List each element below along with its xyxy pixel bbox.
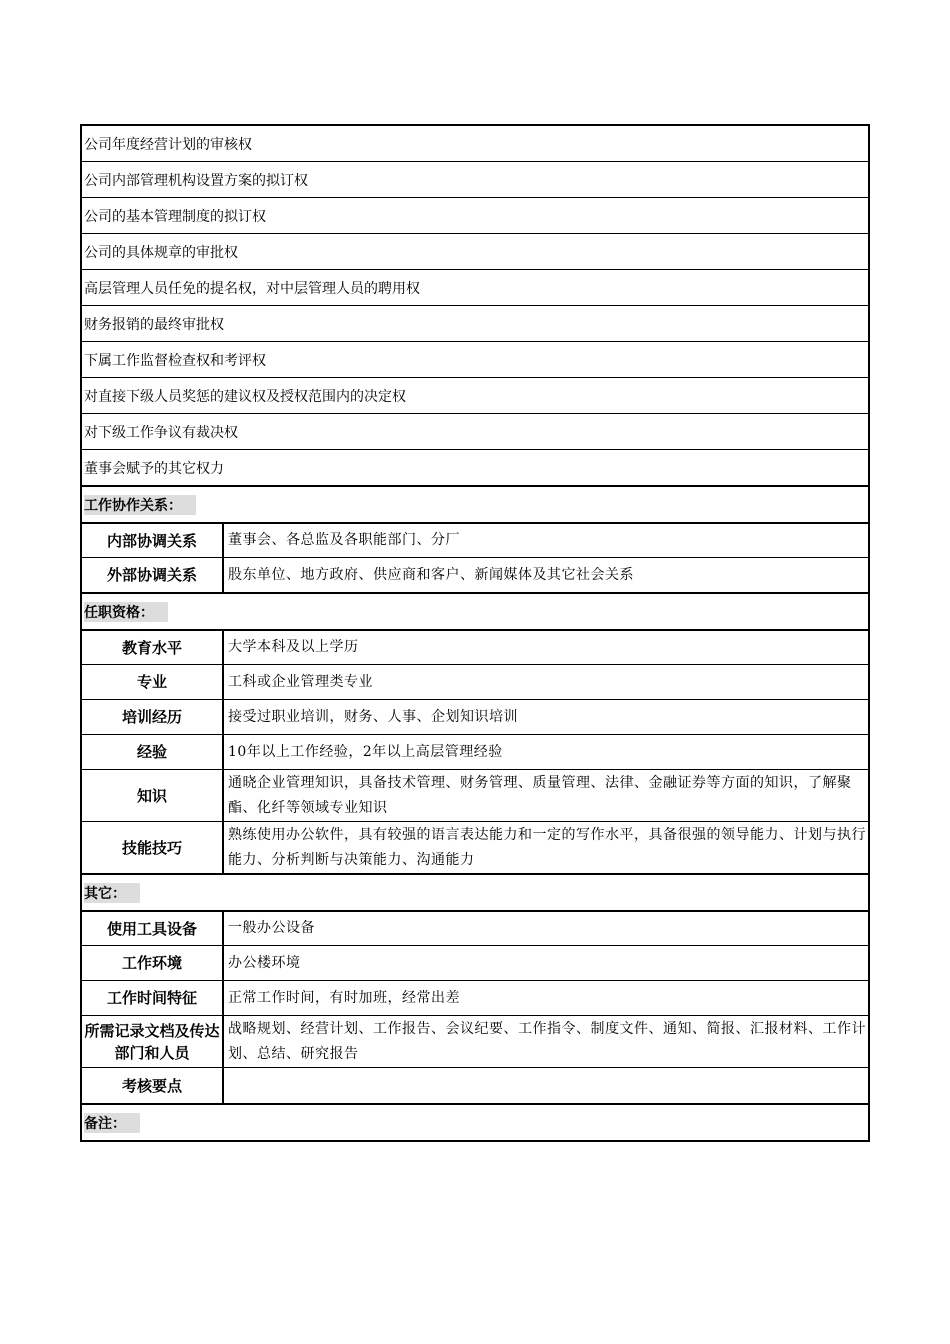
field-label: 外部协调关系 (82, 558, 224, 592)
field-label: 培训经历 (82, 700, 224, 734)
right-row (82, 233, 868, 269)
field-label: 技能技巧 (82, 822, 224, 873)
right-row (82, 269, 868, 305)
field-row (82, 1015, 868, 1067)
right-row (82, 413, 868, 449)
right-row (82, 126, 868, 161)
right-text: 公司的具体规章的审批权 (84, 244, 238, 261)
field-row (82, 769, 868, 821)
field-row (82, 664, 868, 699)
right-text: 对下级工作争议有裁决权 (84, 424, 238, 441)
right-text: 公司的基本管理制度的拟订权 (84, 208, 266, 225)
right-row (82, 377, 868, 413)
field-value: 工科或企业管理类专业 (228, 673, 373, 690)
right-text: 公司内部管理机构设置方案的拟订权 (84, 172, 308, 189)
field-value: 熟练使用办公软件，具有较强的语言表达能力和一定的写作水平，具备很强的领导能力、计划与执行能力、分析判断与决策能力、沟通能力 (228, 826, 866, 868)
field-row (82, 821, 868, 873)
field-row (82, 910, 868, 945)
field-row (82, 522, 868, 557)
field-value: 战略规划、经营计划、工作报告、会议纪要、工作指令、制度文件、通知、简报、汇报材料、工作计划、总结、研究报告 (228, 1020, 866, 1062)
right-row (82, 161, 868, 197)
field-value: 办公楼环境 (228, 954, 301, 971)
field-value (224, 1068, 868, 1103)
section-header-remarks (82, 1103, 868, 1140)
field-value: 股东单位、地方政府、供应商和客户、新闻媒体及其它社会关系 (228, 566, 634, 583)
field-label: 工作环境 (82, 946, 224, 980)
field-label: 工作时间特征 (82, 981, 224, 1015)
field-value: 大学本科及以上学历 (228, 639, 359, 655)
right-text: 对直接下级人员奖惩的建议权及授权范围内的决定权 (84, 388, 406, 405)
field-row (82, 734, 868, 769)
section-title: 任职资格： (84, 602, 168, 622)
field-label: 考核要点 (82, 1068, 224, 1103)
field-label: 所需记录文档及传达部门和人员 (82, 1016, 224, 1067)
field-row (82, 629, 868, 664)
field-label: 使用工具设备 (82, 912, 224, 945)
section-title: 备注： (84, 1113, 140, 1133)
right-text: 高层管理人员任免的提名权，对中层管理人员的聘用权 (84, 280, 420, 297)
field-value: 10年以上工作经验，2年以上高层管理经验 (228, 743, 503, 760)
field-row (82, 699, 868, 734)
section-header-cooperation (82, 485, 868, 522)
field-label: 内部协调关系 (82, 524, 224, 557)
field-row (82, 557, 868, 592)
right-row (82, 341, 868, 377)
field-row (82, 980, 868, 1015)
right-row (82, 197, 868, 233)
field-label: 教育水平 (82, 631, 224, 664)
field-row (82, 945, 868, 980)
field-value: 正常工作时间，有时加班，经常出差 (228, 989, 460, 1006)
job-description-table (80, 124, 870, 1142)
field-label: 知识 (82, 770, 224, 821)
field-value: 一般办公设备 (228, 920, 315, 936)
field-row (82, 1067, 868, 1103)
right-text: 下属工作监督检查权和考评权 (84, 352, 266, 369)
field-label: 经验 (82, 735, 224, 769)
right-row (82, 449, 868, 485)
right-text: 财务报销的最终审批权 (84, 316, 224, 333)
section-title: 其它： (84, 883, 140, 903)
right-text: 公司年度经营计划的审核权 (84, 136, 252, 153)
field-value: 接受过职业培训，财务、人事、企划知识培训 (228, 708, 518, 725)
field-label: 专业 (82, 665, 224, 699)
right-text: 董事会赋予的其它权力 (84, 460, 224, 477)
section-title: 工作协作关系： (84, 495, 196, 515)
right-row (82, 305, 868, 341)
section-header-qualification (82, 592, 868, 629)
field-value: 董事会、各总监及各职能部门、分厂 (228, 532, 460, 548)
field-value: 通晓企业管理知识，具备技术管理、财务管理、质量管理、法律、金融证券等方面的知识，了解聚酯、化纤等领域专业知识 (228, 774, 852, 816)
section-header-other (82, 873, 868, 910)
